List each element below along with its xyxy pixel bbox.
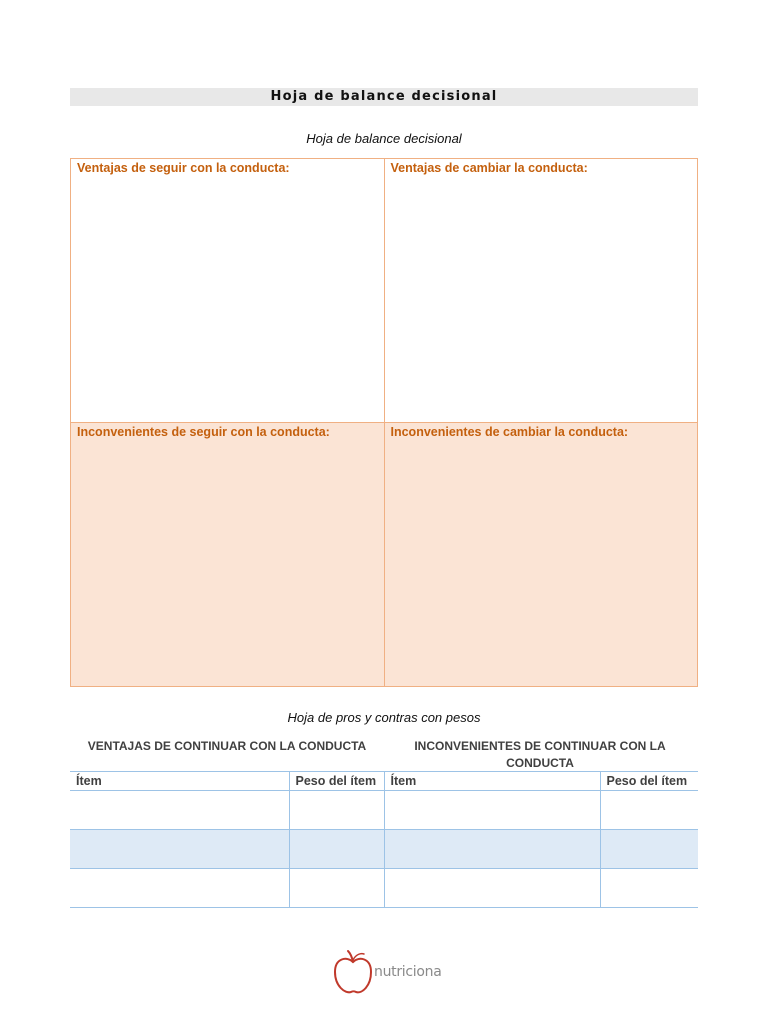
section-title-balance: Hoja de balance decisional: [306, 131, 462, 146]
decision-matrix: [70, 158, 698, 687]
header-title: Hoja de balance decisional: [270, 89, 498, 104]
nutriciona-logo: [331, 948, 441, 998]
table-cell[interactable]: [289, 830, 384, 869]
table-row: [70, 830, 698, 869]
weights-table: [70, 771, 698, 908]
cell-advantages-change[interactable]: [384, 159, 698, 423]
column-heading-advantages: VENTAJAS DE CONTINUAR CON LA CONDUCTA: [87, 739, 367, 753]
cell-drawbacks-change[interactable]: [384, 423, 698, 687]
header-weight-right: Peso del ítem: [600, 772, 698, 791]
table-header-row: [70, 772, 698, 791]
table-cell[interactable]: [384, 869, 600, 908]
table-cell[interactable]: [289, 869, 384, 908]
table-cell[interactable]: [600, 830, 698, 869]
table-cell[interactable]: [70, 830, 289, 869]
section-title-weights: Hoja de pros y contras con pesos: [287, 710, 481, 725]
table-row: [70, 869, 698, 908]
header-item-left: Ítem: [70, 772, 289, 791]
cell-label: Inconvenientes de cambiar la conducta:: [390, 425, 629, 439]
cell-label: Ventajas de seguir con la conducta:: [77, 161, 290, 175]
document-header: [70, 88, 698, 106]
cell-label: Inconvenientes de seguir con la conducta:: [77, 425, 330, 439]
table-cell[interactable]: [600, 791, 698, 830]
table-cell[interactable]: [70, 869, 289, 908]
cell-advantages-continue[interactable]: [71, 159, 385, 423]
header-weight-left: Peso del ítem: [289, 772, 384, 791]
cell-label: Ventajas de cambiar la conducta:: [390, 161, 588, 175]
table-cell[interactable]: [384, 791, 600, 830]
table-cell[interactable]: [600, 869, 698, 908]
header-item-right: Ítem: [384, 772, 600, 791]
table-row: [70, 791, 698, 830]
cell-drawbacks-continue[interactable]: [71, 423, 385, 687]
table-cell[interactable]: [289, 791, 384, 830]
apple-icon: [331, 948, 375, 998]
table-cell[interactable]: [70, 791, 289, 830]
table-cell[interactable]: [384, 830, 600, 869]
column-heading-drawbacks: INCONVENIENTES DE CONTINUAR CON LA CONDUCTA: [414, 739, 666, 770]
logo-text: nutriciona: [374, 964, 442, 980]
